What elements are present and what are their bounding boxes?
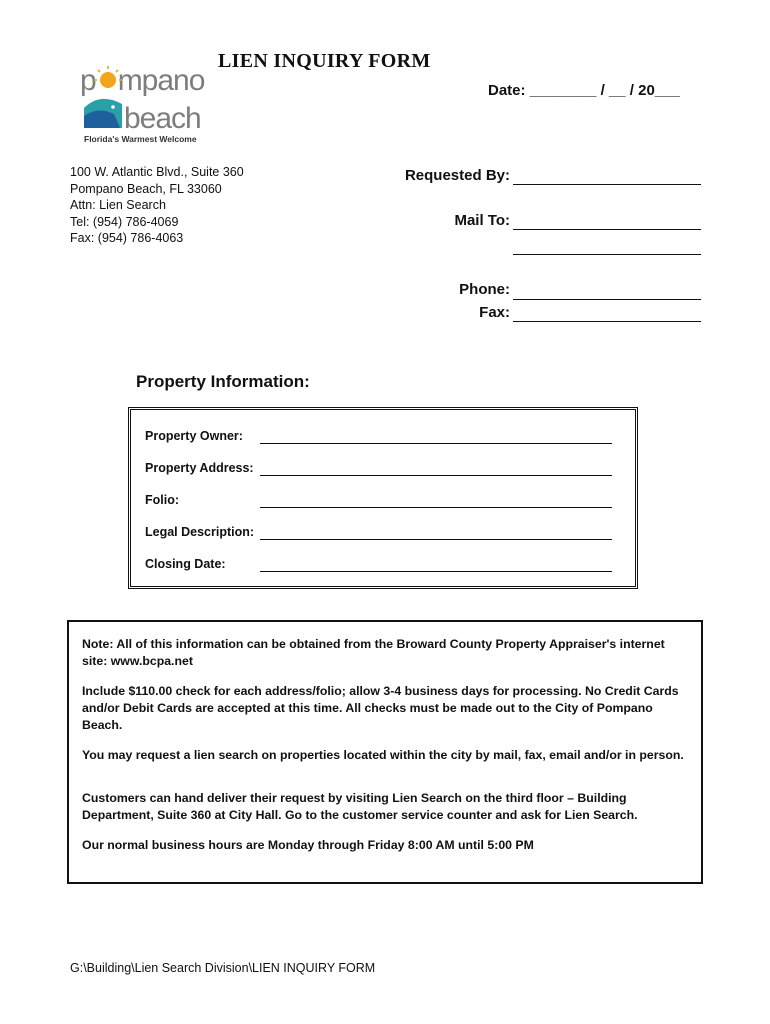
file-path-footer: G:\Building\Lien Search Division\LIEN INQUIRY FORM	[70, 961, 376, 975]
address-line: Attn: Lien Search	[70, 198, 166, 212]
requested-by-label: Requested By:	[404, 167, 510, 184]
request-methods-paragraph: You may request a lien search on properties located within the city by mail, fax, email and/or in person.	[82, 748, 684, 762]
fee-paragraph: Include $110.00 check for each address/folio; allow 3-4 business days for processing. No Credit Cards and/or Debit Cards are accepted at this time. All checks must be made out to the City of Pompano Beach.	[82, 684, 679, 732]
mail-to-field-line-2[interactable]	[513, 254, 701, 255]
phone-label: Phone:	[459, 281, 510, 298]
address-line: Tel: (954) 786-4069	[70, 214, 179, 229]
business-hours-paragraph: Our normal business hours are Monday through Friday 8:00 AM until 5:00 PM	[82, 838, 534, 852]
form-title: LIEN INQUIRY FORM	[218, 50, 431, 72]
property-address-label: Property Address:	[145, 461, 254, 475]
address-line: Fax: (954) 786-4063	[70, 231, 184, 245]
folio-label: Folio:	[145, 493, 180, 507]
property-information-heading: Property Information:	[136, 372, 310, 391]
legal-description-field[interactable]	[260, 539, 612, 540]
logo-graphic	[80, 60, 205, 150]
closing-date-label: Closing Date:	[145, 557, 226, 571]
office-address	[70, 164, 244, 247]
instructions-box	[67, 620, 703, 884]
address-line: Pompano Beach, FL 33060	[70, 181, 222, 196]
phone-field[interactable]	[513, 299, 701, 300]
fax-label: Fax:	[479, 304, 510, 321]
date-field[interactable]: Date: ________ / __ / 20___	[488, 82, 680, 99]
fax-field[interactable]	[513, 321, 701, 322]
property-owner-field[interactable]	[260, 443, 612, 444]
property-address-field[interactable]	[260, 475, 612, 476]
requested-by-field[interactable]	[513, 184, 701, 185]
hand-delivery-paragraph: Customers can hand deliver their request by visiting Lien Search on the third floor – Building Department, Suite 360 at City Hall. Go to the customer service counter and ask for Lien Search.	[82, 791, 638, 822]
folio-field[interactable]	[260, 507, 612, 508]
note-paragraph: Note: All of this information can be obtained from the Broward County Property Appraiser's internet site: www.bcpa.net	[82, 637, 665, 668]
closing-date-field[interactable]	[260, 571, 612, 572]
property-information-box	[128, 407, 638, 589]
wave-fish-icon	[84, 99, 122, 128]
address-line: 100 W. Atlantic Blvd., Suite 360	[70, 165, 244, 179]
mail-to-field[interactable]	[513, 229, 701, 230]
logo-word-beach: beach	[124, 102, 201, 135]
logo-word-pompano: p mpano	[80, 64, 205, 97]
property-owner-label: Property Owner:	[145, 429, 243, 443]
logo-tagline: Florida's Warmest Welcome	[84, 134, 197, 144]
legal-description-label: Legal Description:	[145, 525, 255, 539]
pompano-beach-logo	[80, 60, 205, 150]
mail-to-label: Mail To:	[454, 212, 510, 229]
